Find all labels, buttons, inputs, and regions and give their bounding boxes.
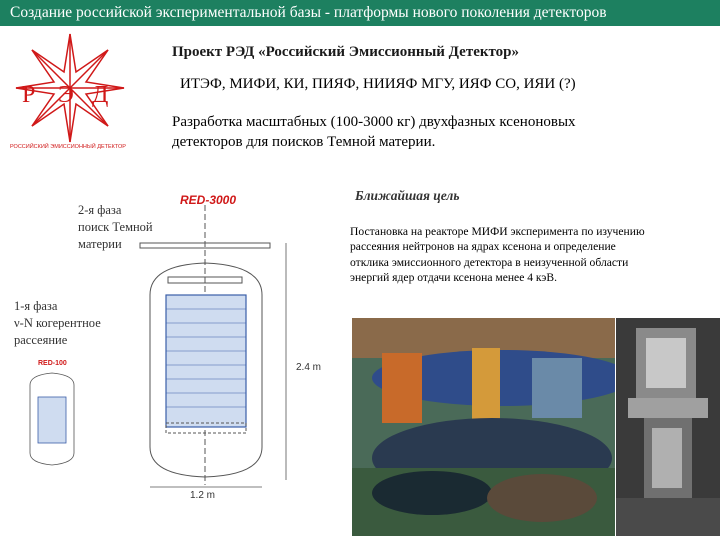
logo-letter-e: Э bbox=[58, 82, 74, 108]
institutes: ИТЭФ, МИФИ, КИ, ПИЯФ, НИИЯФ МГУ, ИЯФ СО, ИЯИ (?) bbox=[180, 76, 576, 92]
goal-text: Постановка на реакторе МИФИ эксперимента по изучению рассеяния нейтронов на ядрах ксенона и определение отклика эмиссионного детектора в неизученной области энергий ядер отдачи ксенона менее 4 кэВ. bbox=[350, 225, 645, 284]
detector-diagram bbox=[0, 185, 345, 505]
logo-letter-d: Д bbox=[92, 82, 109, 108]
reactor-hall-photo bbox=[352, 318, 615, 536]
height-label: 2.4 m bbox=[296, 362, 322, 373]
logo-caption: РОССИЙСКИЙ ЭМИССИОННЫЙ ДЕТЕКТОР bbox=[10, 144, 126, 150]
slide-title: Создание российской экспериментальной базы - платформы нового поколения детекторов bbox=[10, 4, 607, 21]
phase2-label: 2-я фаза поиск Темной материи bbox=[78, 203, 153, 251]
nearest-goal-heading: Ближайшая цель bbox=[355, 188, 460, 203]
description-line-1: Разработка масштабных (100-3000 кг) двухфазных ксеноновых bbox=[172, 114, 576, 130]
detector-photo bbox=[616, 318, 720, 536]
red100-label: RED-100 bbox=[38, 360, 67, 367]
phase1-label: 1-я фаза ν-N когерентное рассеяние bbox=[14, 299, 101, 347]
small-detector-core bbox=[38, 397, 66, 443]
project-title: Проект РЭД «Российский Эмиссионный Детектор» bbox=[172, 44, 520, 60]
red-logo bbox=[0, 30, 140, 155]
red3000-label: RED-3000 bbox=[180, 193, 237, 207]
logo-letter-r: Р bbox=[22, 82, 36, 108]
width-label: 1.2 m bbox=[190, 490, 216, 501]
description-line-2: детекторов для поисков Темной материи. bbox=[172, 134, 436, 150]
title-bar bbox=[0, 0, 720, 26]
